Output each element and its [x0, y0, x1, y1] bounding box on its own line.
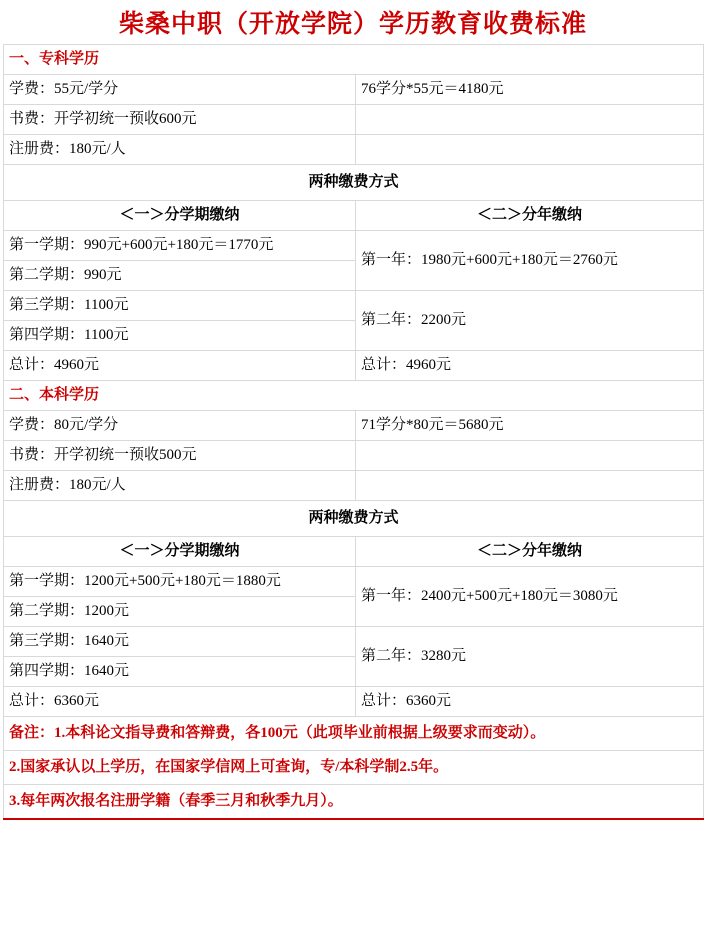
- table-row: [4, 627, 704, 657]
- table-row: [4, 751, 704, 785]
- bookfee-label-college: 书费：开学初统一预收600元: [4, 105, 356, 135]
- table-row: [4, 75, 704, 105]
- year-total-undergrad: 总计：6360元: [356, 687, 704, 717]
- table-row: [4, 291, 704, 321]
- table-row: [4, 45, 704, 75]
- tuition-label-undergrad: 学费：80元/学分: [4, 411, 356, 441]
- year1-college: 第一年：1980元+600元+180元＝2760元: [356, 231, 704, 291]
- term1-undergrad: 第一学期：1200元+500元+180元＝1880元: [4, 567, 356, 597]
- regfee-value-college: [356, 135, 704, 165]
- note-2: 2.国家承认以上学历，在国家学信网上可查询，专/本科学制2.5年。: [4, 751, 704, 785]
- term4-college: 第四学期：1100元: [4, 321, 356, 351]
- col-header-by-term-undergrad: ＜一＞分学期缴纳: [4, 537, 356, 567]
- note-3: 3.每年两次报名注册学籍（春季三月和秋季九月）。: [4, 785, 704, 819]
- regfee-label-undergrad: 注册费：180元/人: [4, 471, 356, 501]
- bookfee-label-undergrad: 书费：开学初统一预收500元: [4, 441, 356, 471]
- table-row: [4, 411, 704, 441]
- year2-college: 第二年：2200元: [356, 291, 704, 351]
- table-row: [4, 687, 704, 717]
- table-row: [4, 567, 704, 597]
- table-row: [4, 501, 704, 537]
- term3-college: 第三学期：1100元: [4, 291, 356, 321]
- term1-college: 第一学期：990元+600元+180元＝1770元: [4, 231, 356, 261]
- regfee-label-college: 注册费：180元/人: [4, 135, 356, 165]
- term2-undergrad: 第二学期：1200元: [4, 597, 356, 627]
- table-row: [4, 105, 704, 135]
- payment-methods-title-undergrad: 两种缴费方式: [4, 501, 704, 537]
- table-row: [4, 471, 704, 501]
- year1-undergrad: 第一年：2400元+500元+180元＝3080元: [356, 567, 704, 627]
- table-row: [4, 785, 704, 819]
- term2-college: 第二学期：990元: [4, 261, 356, 291]
- term-total-undergrad: 总计：6360元: [4, 687, 356, 717]
- table-row: [4, 231, 704, 261]
- table-row: [4, 201, 704, 231]
- fee-table: [3, 44, 704, 820]
- payment-methods-title-college: 两种缴费方式: [4, 165, 704, 201]
- tuition-value-undergrad: 71学分*80元＝5680元: [356, 411, 704, 441]
- term3-undergrad: 第三学期：1640元: [4, 627, 356, 657]
- table-row: [4, 135, 704, 165]
- term4-undergrad: 第四学期：1640元: [4, 657, 356, 687]
- page-title: 柴桑中职（开放学院）学历教育收费标准: [118, 11, 587, 38]
- bookfee-value-undergrad: [356, 441, 704, 471]
- table-row: [4, 351, 704, 381]
- note-1: 备注：1.本科论文指导费和答辩费，各100元（此项毕业前根据上级要求而变动）。: [4, 717, 704, 751]
- year-total-college: 总计：4960元: [356, 351, 704, 381]
- regfee-value-undergrad: [356, 471, 704, 501]
- tuition-label-college: 学费：55元/学分: [4, 75, 356, 105]
- bookfee-value-college: [356, 105, 704, 135]
- table-row: [4, 717, 704, 751]
- section-heading-undergrad: 二、本科学历: [4, 381, 704, 411]
- term-total-college: 总计：4960元: [4, 351, 356, 381]
- table-row: [4, 441, 704, 471]
- col-header-by-year-college: ＜二＞分年缴纳: [356, 201, 704, 231]
- section-heading-college: 一、专科学历: [4, 45, 704, 75]
- tuition-value-college: 76学分*55元＝4180元: [356, 75, 704, 105]
- table-row: [4, 165, 704, 201]
- table-row: [4, 537, 704, 567]
- col-header-by-term-college: ＜一＞分学期缴纳: [4, 201, 356, 231]
- year2-undergrad: 第二年：3280元: [356, 627, 704, 687]
- col-header-by-year-undergrad: ＜二＞分年缴纳: [356, 537, 704, 567]
- title-row: [0, 0, 706, 44]
- table-row: [4, 381, 704, 411]
